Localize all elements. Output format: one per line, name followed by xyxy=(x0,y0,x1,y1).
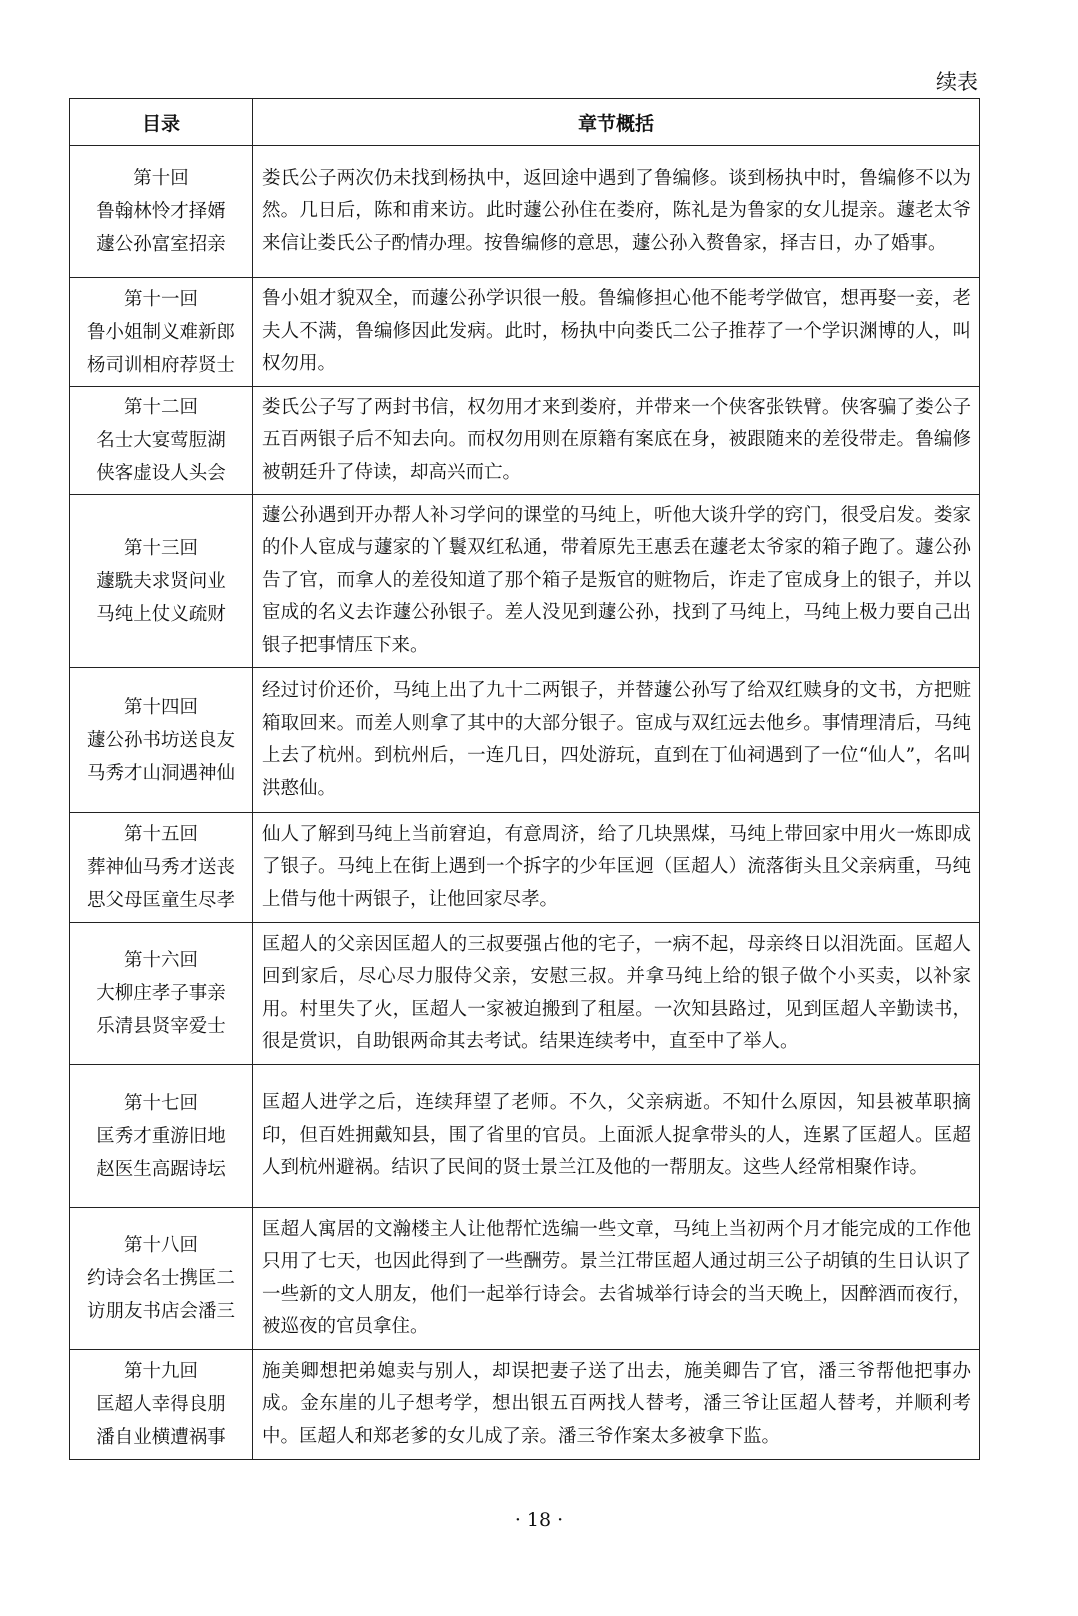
table-row xyxy=(70,1208,980,1350)
summary-cell: 匡超人的父亲因匡超人的三叔要强占他的宅子，一病不起，母亲终日以泪洗面。匡超人回到家后，尽心尽力服侍父亲，安慰三叔。并拿马纯上给的银子做个小买卖，以补家用。村里失了火，匡超人一家被迫搬到了租屋。一次知县路过，见到匡超人辛勤读书，很是赏识，自助银两命其去考试。结果连续考中，直至中了举人。 xyxy=(253,923,980,1065)
toc-cell xyxy=(70,923,253,1065)
chapter-title-line1: 匡超人幸得良朋 xyxy=(96,1394,226,1415)
table-row xyxy=(70,278,980,387)
table-row xyxy=(70,813,980,923)
chapter-title-line1: 蘧公孙书坊送良友 xyxy=(86,729,235,751)
chapter-number: 第十五回 xyxy=(123,824,198,845)
toc-cell xyxy=(70,387,253,495)
table-row xyxy=(70,146,980,278)
chapter-title-line1: 约诗会名士携匡二 xyxy=(86,1268,235,1289)
toc-cell xyxy=(70,1208,253,1350)
column-header-summary: 章节概括 xyxy=(253,99,980,146)
toc-cell xyxy=(70,1065,253,1208)
chapter-title-line1: 葬神仙马秀才送丧 xyxy=(86,857,235,878)
table-row xyxy=(70,1350,980,1460)
chapter-number: 第十六回 xyxy=(123,950,198,971)
column-header-toc: 目录 xyxy=(70,99,253,146)
summary-cell: 鲁小姐才貌双全，而蘧公孙学识很一般。鲁编修担心他不能考学做官，想再娶一妾，老夫人不满，鲁编修因此发病。此时，杨执中向娄氏二公子推荐了一个学识渊博的人，叫权勿用。 xyxy=(253,278,980,387)
table-row xyxy=(70,387,980,495)
summary-cell: 经过讨价还价，马纯上出了九十二两银子，并替蘧公孙写了给双红赎身的文书，方把赃箱取回来。而差人则拿了其中的大部分银子。宦成与双红远去他乡。事情理清后，马纯上去了杭州。到杭州后，一连几日，四处游玩，直到在丁仙祠遇到了一位“仙人”，名叫洪憨仙。 xyxy=(253,668,980,813)
chapter-title-line2: 访朋友书店会潘三 xyxy=(86,1301,235,1322)
chapter-title-line1: 蘧駪夫求贤问业 xyxy=(96,570,226,592)
chapter-number: 第十三回 xyxy=(123,537,198,559)
chapter-title-line1: 匡秀才重游旧地 xyxy=(96,1125,226,1147)
chapter-number: 第十回 xyxy=(133,168,189,189)
chapter-title-line1: 鲁翰林怜才择婿 xyxy=(96,201,226,222)
chapter-title-line2: 蘧公孙富室招亲 xyxy=(96,234,226,255)
chapter-title-line2: 潘自业横遭祸事 xyxy=(96,1427,226,1448)
summary-cell: 匡超人寓居的文瀚楼主人让他帮忙选编一些文章，马纯上当初两个月才能完成的工作他只用了七天，也因此得到了一些酬劳。景兰江带匡超人通过胡三公子胡镇的生日认识了一些新的文人朋友，他们一起举行诗会。去省城举行诗会的当天晚上，因醉酒而夜行，被巡夜的官员拿住。 xyxy=(253,1208,980,1350)
summary-cell: 施美卿想把弟媳卖与别人，却误把妻子送了出去，施美卿告了官，潘三爷帮他把事办成。金东崖的儿子想考学，想出银五百两找人替考，潘三爷让匡超人替考，并顺利考中。匡超人和郑老爹的女儿成了亲。潘三爷作案太多被拿下监。 xyxy=(253,1350,980,1460)
chapter-title-line2: 杨司训相府荐贤士 xyxy=(86,354,235,376)
summary-cell: 娄氏公子写了两封书信，权勿用才来到娄府，并带来一个侠客张铁臂。侠客骗了娄公子五百两银子后不知去向。而权勿用则在原籍有案底在身，被跟随来的差役带走。鲁编修被朝廷升了侍读，却高兴而亡。 xyxy=(253,387,980,495)
chapter-title-line2: 侠客虚设人头会 xyxy=(96,463,226,484)
chapter-title-line2: 乐清县贤宰爱士 xyxy=(96,1016,226,1037)
table-row xyxy=(70,923,980,1065)
summary-cell: 仙人了解到马纯上当前窘迫，有意周济，给了几块黑煤，马纯上带回家中用火一炼即成了银子。马纯上在街上遇到一个拆字的少年匡迥（匡超人）流落街头且父亲病重，马纯上借与他十两银子，让他回家尽孝。 xyxy=(253,813,980,923)
chapter-title-line1: 名士大宴莺脰湖 xyxy=(96,430,226,451)
chapter-number: 第十二回 xyxy=(123,397,198,418)
chapter-number: 第十七回 xyxy=(123,1092,198,1114)
toc-cell xyxy=(70,813,253,923)
chapter-number: 第十八回 xyxy=(123,1235,198,1256)
chapter-title-line1: 大柳庄孝子事亲 xyxy=(96,983,226,1004)
chapter-title-line2: 马纯上仗义疏财 xyxy=(96,603,226,625)
toc-cell xyxy=(70,668,253,813)
table-row xyxy=(70,668,980,813)
chapter-title-line2: 思父母匡童生尽孝 xyxy=(86,890,235,911)
chapter-number: 第十一回 xyxy=(123,288,198,310)
table-row xyxy=(70,1065,980,1208)
chapter-summary-table xyxy=(69,98,980,1460)
toc-cell xyxy=(70,495,253,668)
summary-cell: 蘧公孙遇到开办帮人补习学问的课堂的马纯上，听他大谈升学的窍门，很受启发。娄家的仆人宦成与蘧家的丫鬟双红私通，带着原先王惠丢在蘧老太爷家的箱子跑了。蘧公孙告了官，而拿人的差役知道了那个箱子是叛官的赃物后，诈走了宦成身上的银子，并以宦成的名义去诈蘧公孙银子。差人没见到蘧公孙，找到了马纯上，马纯上极力要自己出银子把事情压下来。 xyxy=(253,495,980,668)
chapter-title-line1: 鲁小姐制义难新郎 xyxy=(86,321,235,343)
chapter-number: 第十九回 xyxy=(123,1361,198,1382)
page-number: · 18 · xyxy=(514,1509,564,1531)
chapter-title-line2: 马秀才山洞遇神仙 xyxy=(86,762,235,784)
toc-cell xyxy=(70,278,253,387)
summary-cell: 娄氏公子两次仍未找到杨执中，返回途中遇到了鲁编修。谈到杨执中时，鲁编修不以为然。几日后，陈和甫来访。此时蘧公孙住在娄府，陈礼是为鲁家的女儿提亲。蘧老太爷来信让娄氏公子酌情办理。按鲁编修的意思，蘧公孙入赘鲁家，择吉日，办了婚事。 xyxy=(253,146,980,278)
table-row xyxy=(70,495,980,668)
toc-cell xyxy=(70,1350,253,1460)
continued-label: 续表 xyxy=(936,70,978,94)
table-header-row xyxy=(70,99,980,146)
chapter-title-line2: 赵医生高踞诗坛 xyxy=(96,1158,226,1180)
summary-cell: 匡超人进学之后，连续拜望了老师。不久，父亲病逝。不知什么原因，知县被革职摘印，但百姓拥戴知县，围了省里的官员。上面派人捉拿带头的人，连累了匡超人。匡超人到杭州避祸。结识了民间的贤士景兰江及他的一帮朋友。这些人经常相聚作诗。 xyxy=(253,1065,980,1208)
toc-cell xyxy=(70,146,253,278)
chapter-number: 第十四回 xyxy=(123,696,198,718)
